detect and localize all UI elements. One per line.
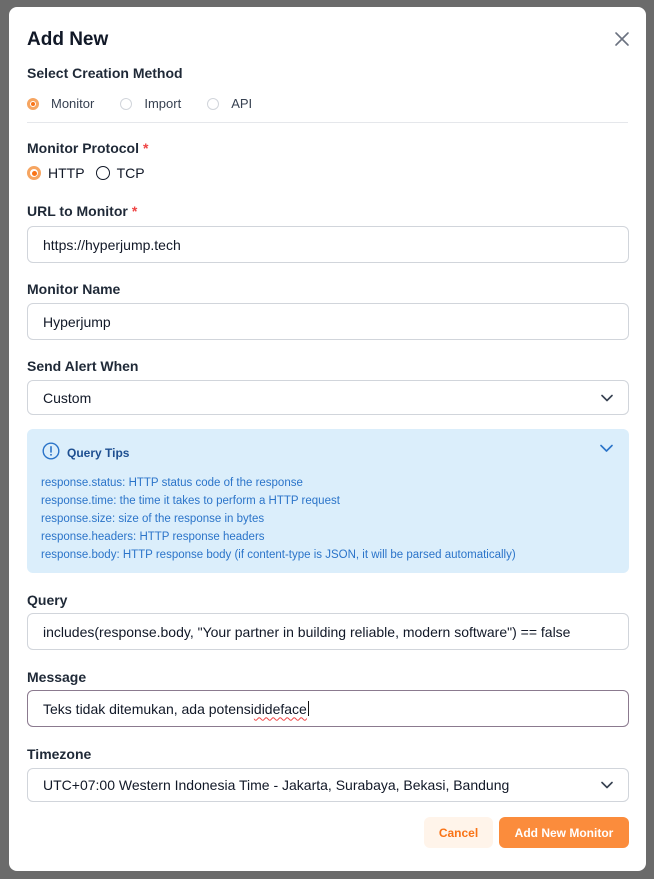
protocol-http[interactable] <box>27 165 85 181</box>
protocol-label <box>27 140 148 156</box>
required-mark: * <box>143 140 149 156</box>
query-tips-panel <box>27 429 629 573</box>
radio-label: Monitor <box>51 96 95 111</box>
timezone-label: Timezone <box>27 746 92 762</box>
creation-method-radio-group <box>27 96 278 111</box>
send-alert-select[interactable] <box>27 380 629 415</box>
radio-unchecked-icon[interactable] <box>96 166 110 180</box>
message-label: Message <box>27 669 87 685</box>
url-label <box>27 203 137 219</box>
dialog-title: Add New <box>27 29 109 50</box>
query-input[interactable] <box>27 613 629 650</box>
query-label: Query <box>27 592 68 608</box>
timezone-select[interactable] <box>27 768 629 802</box>
timezone-value: UTC+07:00 Western Indonesia Time - Jakarta, Surabaya, Bekasi, Bandung <box>43 777 510 793</box>
creation-method-api[interactable] <box>207 96 252 111</box>
protocol-radio-group <box>27 165 156 181</box>
chevron-down-icon <box>601 394 613 402</box>
divider <box>27 122 628 123</box>
message-value-text: Teks tidak ditemukan, ada potensi <box>43 700 254 717</box>
url-input[interactable] <box>27 226 629 263</box>
radio-checked-icon[interactable] <box>27 166 41 180</box>
send-alert-label: Send Alert When <box>27 358 139 374</box>
protocol-tcp[interactable] <box>96 165 145 181</box>
url-label-text: URL to Monitor <box>27 203 128 219</box>
monitor-name-label: Monitor Name <box>27 281 121 297</box>
monitor-name-input[interactable] <box>27 303 629 340</box>
cancel-button[interactable]: Cancel <box>424 817 493 848</box>
query-tip-item: response.size: size of the response in bytes <box>41 513 265 525</box>
radio-unchecked-icon[interactable] <box>207 98 219 110</box>
misspelled-word: dideface <box>253 700 307 717</box>
info-circle-icon <box>42 442 60 460</box>
required-mark: * <box>131 203 138 219</box>
query-tips-list <box>41 474 516 564</box>
query-tip-item: response.status: HTTP status code of the response <box>41 477 303 489</box>
message-input[interactable] <box>27 690 629 727</box>
query-value: includes(response.body, "Your partner in building reliable, modern software") == false <box>43 623 571 640</box>
creation-method-import[interactable] <box>120 96 181 111</box>
query-tips-title: Query Tips <box>67 446 130 460</box>
query-tip-item: response.headers: HTTP response headers <box>41 531 265 543</box>
radio-label: TCP <box>116 165 145 181</box>
radio-unchecked-icon[interactable] <box>120 98 132 110</box>
radio-label: HTTP <box>48 165 85 181</box>
radio-label: API <box>231 96 253 111</box>
creation-method-monitor[interactable] <box>27 96 94 111</box>
add-new-dialog <box>9 7 646 871</box>
text-cursor <box>308 701 309 716</box>
chevron-down-icon <box>601 781 613 789</box>
radio-label: Import <box>144 96 182 111</box>
add-new-monitor-button[interactable]: Add New Monitor <box>499 817 629 848</box>
query-tip-item: response.time: the time it takes to perform a HTTP request <box>41 495 340 507</box>
monitor-name-value: Hyperjump <box>43 313 111 330</box>
query-tip-item: response.body: HTTP response body (if content-type is JSON, it will be parsed automatically) <box>41 549 516 561</box>
protocol-label-text: Monitor Protocol <box>27 140 139 156</box>
creation-method-label: Select Creation Method <box>27 65 183 81</box>
radio-checked-icon[interactable] <box>27 98 39 110</box>
close-icon[interactable] <box>612 29 632 49</box>
chevron-down-icon[interactable] <box>600 444 613 453</box>
send-alert-value: Custom <box>43 389 92 406</box>
url-value: https://hyperjump.tech <box>43 236 181 253</box>
